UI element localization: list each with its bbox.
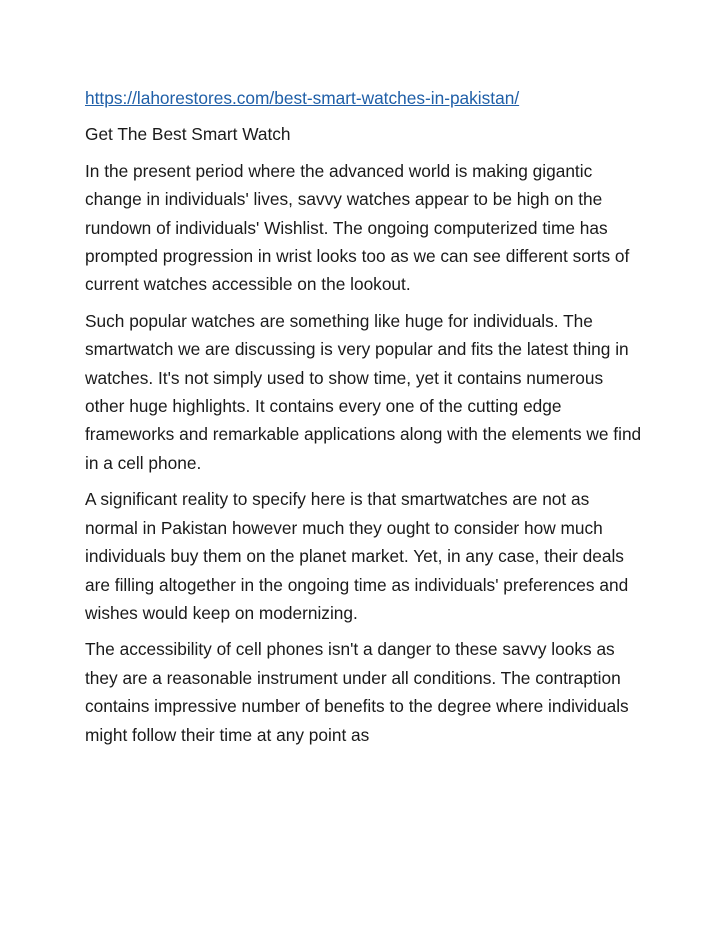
paragraph-2: Such popular watches are something like huge for individuals. The smartwatch we are discussing is very popular and fits the latest thing in watches. It's not simply used to show time, yet it contains numerous other huge highlights. It contains every one of the cutting edge frameworks and remarkable applications along with the elements we find in a cell phone. <box>85 310 642 473</box>
paragraph-4: The accessibility of cell phones isn't a danger to these savvy looks as they are a reasonable instrument under all conditions. The contraption contains impressive number of benefits to the degree where individuals might follow their time at any point as <box>85 639 629 745</box>
paragraph-1: In the present period where the advanced world is making gigantic change in individuals' lives, savvy watches appear to be high on the rundown of individuals' Wishlist. The ongoing computerized time has prompted progression in wrist looks too as we can see different sorts of current watches accessible on the lookout. <box>85 160 630 295</box>
document-body <box>85 84 645 757</box>
paragraph-3: A significant reality to specify here is that smartwatches are not as normal in Pakistan however much they ought to consider how much individuals buy them on the planet market. Yet, in any case, their deals are filling altogether in the ongoing time as individuals' preferences and wishes would keep on modernizing. <box>85 489 629 623</box>
source-link[interactable]: https://lahorestores.com/best-smart-watches-in-pakistan/ <box>85 88 520 108</box>
document-heading: Get The Best Smart Watch <box>85 124 291 145</box>
